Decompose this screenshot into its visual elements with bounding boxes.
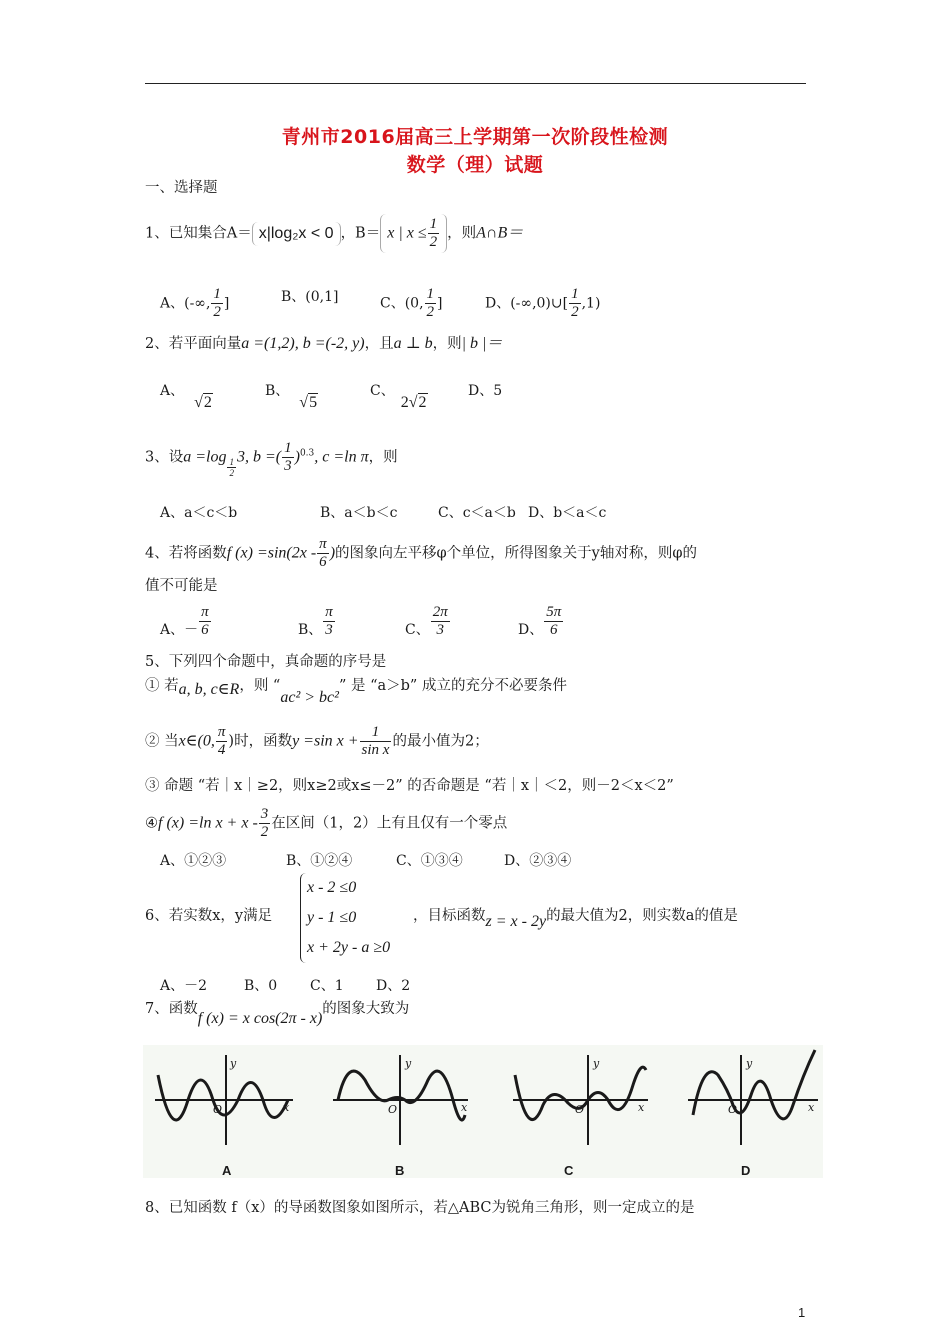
q3-option-d[interactable]: D、b＜a＜c [528, 505, 607, 521]
graph-d-origin: O [728, 1103, 738, 1116]
q5-option-b[interactable]: B、①②④ [286, 853, 353, 869]
q3-option-c[interactable]: C、c＜a＜b [438, 505, 516, 521]
q2-option-b[interactable]: B、√5 [265, 383, 318, 411]
graph-d-curve [693, 1050, 815, 1119]
q1-option-d[interactable]: D、(-∞,0)∪[ $\frac{1}{2}$ ,1) [485, 286, 601, 320]
q2-vectors: a =(1,2), b =(-2, y) [241, 335, 365, 352]
q5-option-c[interactable]: C、①③④ [396, 853, 463, 869]
question-6-rest: ，目标函数z = x - 2y的最大值为2，则实数a的值是 [413, 908, 738, 930]
q2-magnitude: | b |＝ [461, 335, 503, 352]
q1-option-a[interactable]: A、(-∞, $\frac{1}{2}$ ] [160, 286, 230, 320]
q2-option-c[interactable]: C、2√2 [370, 383, 427, 411]
q5-option-a[interactable]: A、①②③ [160, 853, 227, 869]
q3-log-base: $\frac{1}{2}$ [229, 457, 234, 478]
q3-option-a[interactable]: A、a＜c＜b [160, 505, 238, 521]
question-5: 5、下列四个命题中，真命题的序号是 [145, 654, 387, 670]
question-1 [145, 214, 523, 253]
q7-graphs-svg [143, 1045, 823, 1178]
graph-c-origin: O [575, 1103, 585, 1116]
q3-third-fraction: $\frac{1}{3}$ [284, 440, 292, 474]
q6-option-b[interactable]: B、0 [244, 978, 278, 994]
question-2: 2、若平面向量a =(1,2), b =(-2, y)，且a ⊥ b，则| b |＝ [145, 335, 503, 352]
header-rule [145, 83, 806, 84]
q1-mid2: ，则 [447, 225, 477, 242]
q5-statement-4: ④f (x) =ln x + x - $\frac{3}{2}$ 在区间（1，2）上有且仅有一个零点 [145, 806, 508, 840]
q1-intersection: A∩B＝ [476, 224, 524, 242]
doc-title: 青州市2016届高三上学期第一次阶段性检测 [281, 126, 669, 148]
q6-constraint-system: x - 2 ≤0 y - 1 ≤0 x + 2y - a ≥0 [300, 873, 390, 963]
graph-b-curve [338, 1071, 465, 1120]
q4-option-a[interactable]: A、－ $\frac{\pi}{6}$ [160, 604, 209, 638]
graph-a-curve [158, 1075, 288, 1120]
graph-b-y-label: y [405, 1057, 412, 1070]
graph-c-label[interactable]: C [564, 1163, 574, 1178]
question-8: 8、已知函数 f（x）的导函数图象如图所示，若△ABC为锐角三角形，则一定成立的是 [145, 1200, 695, 1216]
section-heading: 一、选择题 [145, 180, 218, 196]
q1-set-a: x|log₂x < 0 [252, 222, 341, 246]
graph-c-x-label: x [638, 1101, 645, 1114]
q4-option-d[interactable]: D、 $\frac{5\pi}{6}$ [518, 604, 562, 638]
graph-a-y-label: y [230, 1057, 237, 1070]
q7-graph-panel [143, 1045, 823, 1178]
q2-option-a[interactable]: A、√2 [160, 383, 212, 411]
graph-b-label[interactable]: B [395, 1163, 405, 1178]
q2-perp: a ⊥ b [393, 335, 433, 352]
q4-function: f (x) =sin(2x - [226, 544, 317, 562]
q1-lead: 1、已知集合A＝ [145, 225, 252, 242]
graph-b-origin: O [388, 1103, 398, 1116]
page-number: 1 [798, 1305, 806, 1320]
q2-option-d[interactable]: D、5 [468, 383, 503, 399]
question-6-lead: 6、若实数x，y满足 [145, 908, 273, 924]
q5-statement-2: ② 当x∈(0, $\frac{\pi}{4}$ )时，函数y =sin x + $\frac{1}{\text{sin x}}$ 的最小值为2； [145, 724, 489, 758]
q4-option-c[interactable]: C、 $\frac{2\pi}{3}$ [405, 604, 448, 638]
q1-option-c[interactable]: C、(0, $\frac{1}{2}$ ] [380, 286, 443, 320]
question-4: 4、若将函数f (x) =sin(2x - $\frac{\pi}{6}$ )的图象向左平移φ个单位，所得图象关于y轴对称，则φ的 [145, 536, 698, 570]
q5-option-d[interactable]: D、②③④ [504, 853, 572, 869]
q5-statement-1: ① 若a, b, c∈R，则 “ac² > bc²” 是 “a＞b” 成立的充分不必要条件 [145, 678, 567, 706]
q6-option-a[interactable]: A、－2 [160, 978, 208, 994]
q1-set-b: x | x ≤ $\frac{1}{2}$ [380, 214, 447, 253]
graph-d-x-label: x [808, 1101, 815, 1114]
question-7: 7、函数f (x) = x cos(2π - x)的图象大致为 [145, 1001, 410, 1027]
question-4-line2: 值不可能是 [145, 578, 218, 594]
graph-d-y-label: y [746, 1057, 753, 1070]
graph-a-label[interactable]: A [222, 1163, 232, 1178]
q6-option-d[interactable]: D、2 [376, 978, 411, 994]
graph-a-x-label: x [283, 1101, 290, 1114]
graph-a-origin: O [213, 1103, 223, 1116]
graph-d-label[interactable]: D [741, 1163, 751, 1178]
graph-b-x-label: x [461, 1101, 468, 1114]
q6-option-c[interactable]: C、1 [310, 978, 344, 994]
q1-mid: ，B＝ [340, 225, 381, 242]
graph-c-y-label: y [593, 1057, 600, 1070]
q3-option-b[interactable]: B、a＜b＜c [320, 505, 398, 521]
q1-option-b[interactable]: B、(0,1] [281, 289, 339, 305]
doc-subtitle: 数学（理）试题 [406, 154, 544, 176]
question-3: 3、设a =log $\frac{1}{2}$ 3, b =( $\frac{1}{3}$ )$^{0.3}$, c =ln π，则 [145, 440, 398, 478]
q5-statement-3: ③ 命题 “若｜x｜≥2，则x≥2或x≤－2” 的否命题是 “若｜x｜＜2，则－2＜x＜2” [145, 778, 674, 794]
q1-half-fraction: $\frac{1}{2}$ [429, 216, 438, 250]
q4-option-b[interactable]: B、 $\frac{\pi}{3}$ [298, 604, 333, 638]
